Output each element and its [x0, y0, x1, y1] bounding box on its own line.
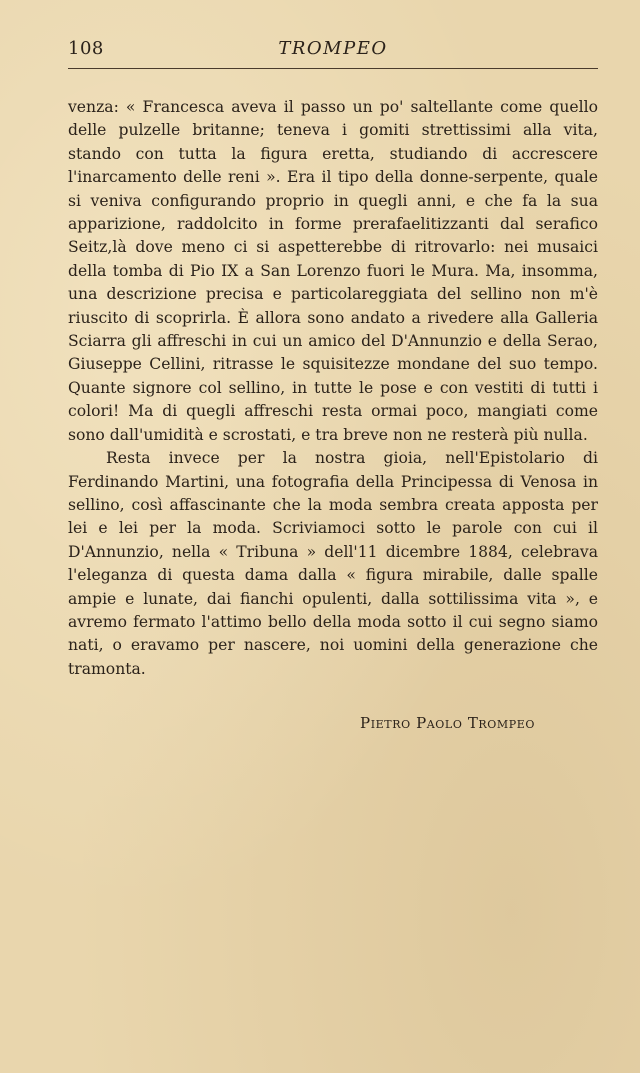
paragraph: Resta invece per la nostra gioia, nell'Epistolario di Ferdinando Martini, una fotografia della Principessa di Venosa in sellino, così affascinante che la moda sembra creata apposta per lei e lei per la moda. Scriviamoci sotto le parole con cui il D'Annunzio, nella « Tribuna » dell'11 dicembre 1884, celebrava l'eleganza di questa dama dalla « figura mirabile, dalle spalle ampie e lunate, dai fianchi opulenti, dalla sottilissima vita », e avremo fermato l'attimo bello della moda sotto il cui segno siamo nati, o eravamo per nascere, noi uomini della generazione che tramonta.: [68, 449, 598, 678]
page-header: [68, 38, 598, 68]
paragraph-continued: venza: « Francesca aveva il passo un po' saltellante come quello delle pulzelle britanne; teneva i gomiti strettissimi alla vita, stando con tutta la figura eretta, studiando di accrescere l'inarcamento delle reni ». Era il tipo della donne-serpente, quale si veniva configurando proprio in quegli anni, e che fa la sua apparizione, raddolcito in forme prerafaelitizzanti dal serafico Seitz,là dove meno ci si aspetterebbe di ritrovarlo: nei musaici della tomba di Pio IX a San Lorenzo fuori le Mura. Ma, insomma, una descrizione precisa e particolareggiata del sellino non m'è riuscito di scoprirla. È allora sono andato a rivedere alla Galleria Sciarra gli affreschi in cui un amico del D'Annunzio e della Serao, Giuseppe Cellini, ritrasse le squisitezze mondane del suo tempo. Quante signore col sellino, in tutte le pose e con vestiti di tutti i colori! Ma di quegli affreschi resta ormai poco, mangiati come sono dall'umidità e scrostati, e tra breve non ne resterà più nulla.: [68, 98, 598, 444]
header-rule: [68, 68, 598, 69]
body-text: [68, 96, 598, 681]
running-title: TROMPEO: [278, 38, 388, 59]
author-signature: Pietro Paolo Trompeo: [360, 714, 536, 732]
page-number: 108: [68, 38, 104, 59]
